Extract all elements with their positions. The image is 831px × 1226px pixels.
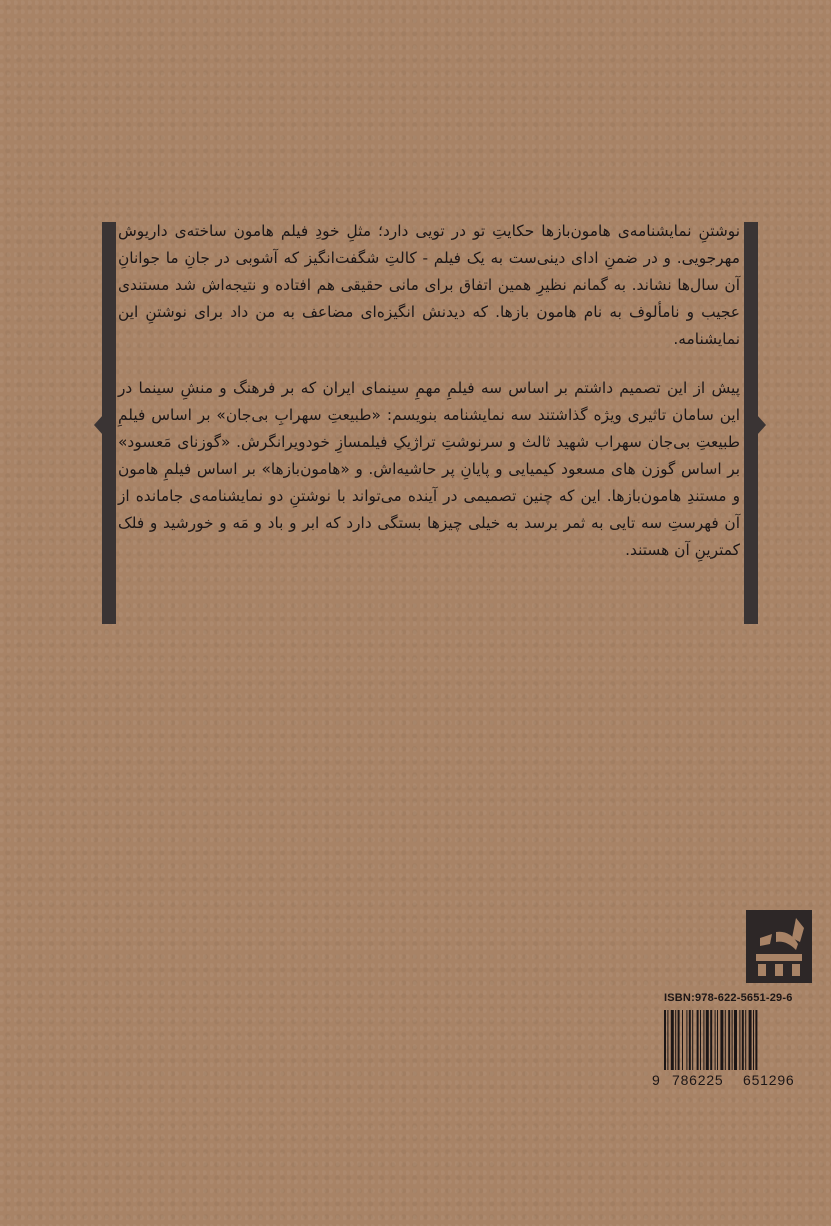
barcode-left-digits: 786225 bbox=[672, 1072, 724, 1088]
barcode-bar bbox=[700, 1010, 701, 1070]
barcode-bar bbox=[664, 1010, 666, 1070]
barcode-bar bbox=[734, 1010, 737, 1070]
barcode-bar bbox=[753, 1010, 754, 1070]
barcode-bar bbox=[732, 1010, 733, 1070]
barcode-bar bbox=[717, 1010, 718, 1070]
barcode bbox=[664, 1010, 812, 1070]
barcode-bar bbox=[715, 1010, 716, 1070]
barcode-bar bbox=[739, 1010, 740, 1070]
barcode-bar bbox=[706, 1010, 709, 1070]
barcode-bar bbox=[697, 1010, 699, 1070]
barcode-bar bbox=[742, 1010, 744, 1070]
barcode-bar bbox=[671, 1010, 674, 1070]
isbn-label: ISBN:978-622-5651-29-6 bbox=[664, 992, 793, 1004]
barcode-bar bbox=[710, 1010, 712, 1070]
blurb-paragraph-1: نوشتنِ نمایشنامه‌ی هامون‌بازها حکایتِ تو در تویی دارد؛ مثلِ خودِ فیلم هامون ساخته‌ی داریوش مهرجویی. و در ضمنِ ادای دینی‌ست به یک فیلم - کالتِ شگفت‌انگیز که آشوبی در جانِ ما جوانانِ آن سال‌ها نشاند. به گمانم نظیرِ همین اتفاق برای مانی حقیقی هم افتاده و نتیجه‌اش شد مستندی عجیب و نامألوف به نام هامون بازها. که دیدنش انگیزه‌ای مضاعف به من داد برای نوشتنِ این نمایشنامه. bbox=[118, 222, 740, 348]
barcode-bar bbox=[678, 1010, 680, 1070]
right-frame-bar bbox=[744, 222, 758, 624]
barcode-bar bbox=[675, 1010, 676, 1070]
barcode-bar bbox=[749, 1010, 752, 1070]
blurb-paragraph-2: پیش از این تصمیم داشتم بر اساس سه فیلمِ مهمِ سینمای ایران که بر فرهنگ و منشِ سینما در این سامان تاثیری ویژه گذاشتند سه نمایشنامه بنویسم: «طبیعتِ سهرابِ بی‌جان» بر اساس فیلمِ طبیعتِ بی‌جان سهراب شهید ثالث و سرنوشتِ تراژیکِ فیلمسازِ خودویرانگرش. «گوزنای مَعسود» بر اساس گوزن‌ های مسعود کیمیایی و پایانِ پر حاشیه‌اش. و «هامون‌بازها» بر اساس فیلمِ هامون و مستندِ هامون‌بازها. این که چنین تصمیمی در آینده می‌تواند با نوشتنِ دو نمایشنامه‌ی جامانده از آن فهرستِ سه تایی به ثمر برسد به خیلی چیزها بستگی دارد که ابر و باد و مَه و خورشید و فلک کمترینِ آن هستند. bbox=[118, 379, 740, 559]
barcode-bar bbox=[703, 1010, 704, 1070]
barcode-bar bbox=[692, 1010, 693, 1070]
barcode-bar bbox=[720, 1010, 723, 1070]
barcode-bar bbox=[682, 1010, 683, 1070]
publisher-logo-icon bbox=[746, 910, 812, 983]
barcode-bar bbox=[728, 1010, 730, 1070]
publisher-logo bbox=[746, 910, 812, 983]
barcode-bar bbox=[755, 1010, 757, 1070]
barcode-bar bbox=[686, 1010, 687, 1070]
barcode-right-digits: 651296 bbox=[743, 1072, 795, 1088]
blurb-text bbox=[118, 218, 740, 564]
barcode-first-digit: 9 bbox=[652, 1072, 660, 1088]
barcode-bar bbox=[667, 1010, 668, 1070]
barcode-bar bbox=[689, 1010, 691, 1070]
barcode-bar bbox=[745, 1010, 746, 1070]
barcode-bar bbox=[725, 1010, 726, 1070]
left-frame-bar bbox=[102, 222, 116, 624]
